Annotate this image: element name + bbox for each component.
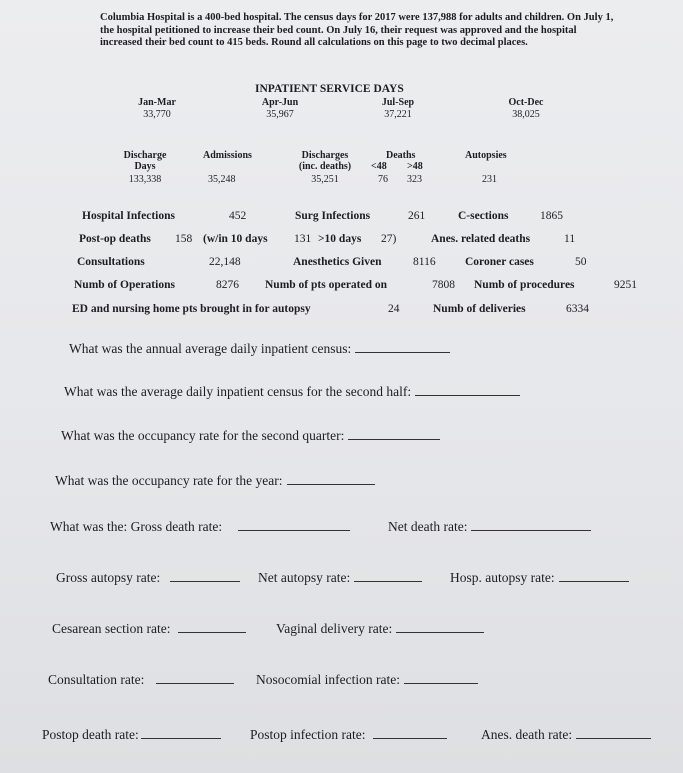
postop-win10-value: 131: [294, 233, 312, 245]
answer-line-hosp-autopsy[interactable]: [559, 569, 629, 582]
question-second-half-census-text: What was the average daily inpatient census for the second half:: [64, 384, 412, 399]
answer-line-cesarean[interactable]: [178, 620, 246, 633]
quarter-value-q2: 35,967: [266, 109, 294, 120]
question-gross-death-text: What was the: Gross death rate:: [50, 519, 223, 534]
anes-deaths-value: 11: [564, 233, 576, 245]
question-postop-death-text: Postop death rate:: [42, 727, 139, 742]
operations-value: 8276: [216, 279, 239, 291]
csections-label: C-sections: [458, 210, 509, 222]
question-q2-occupancy-text: What was the occupancy rate for the second quarter:: [61, 428, 345, 443]
deaths-label: Deaths: [386, 150, 416, 161]
answer-line-nosocomial[interactable]: [404, 671, 478, 684]
question-vaginal: [276, 620, 484, 637]
quarter-label-q2: Apr-Jun: [261, 97, 299, 108]
question-hosp-autopsy-text: Hosp. autopsy rate:: [450, 570, 555, 585]
quarter-label-q3: Jul-Sep: [381, 97, 415, 108]
question-second-half-census: [64, 383, 520, 400]
deaths-lt48-label: <48: [371, 161, 387, 172]
discharges-label-2: (inc. deaths): [298, 161, 352, 172]
csections-value: 1865: [540, 210, 563, 222]
consultations-label: Consultations: [77, 256, 145, 268]
anesthetics-label: Anesthetics Given: [293, 256, 382, 268]
surg-infections-label: Surg Infections: [295, 210, 371, 222]
question-nosocomial-text: Nosocomial infection rate:: [256, 672, 400, 687]
question-postop-death: [42, 726, 221, 743]
postop-gt10-value: 27): [381, 233, 397, 245]
question-hosp-autopsy: [450, 569, 629, 586]
question-vaginal-text: Vaginal delivery rate:: [276, 621, 393, 636]
answer-line-annual-census[interactable]: [355, 340, 450, 353]
admissions-label: Admissions: [203, 150, 252, 161]
coroner-label: Coroner cases: [465, 256, 534, 268]
question-net-death: [388, 518, 591, 535]
answer-line-net-death[interactable]: [471, 518, 591, 531]
surg-infections-value: 261: [408, 210, 426, 222]
question-gross-autopsy-text: Gross autopsy rate:: [56, 570, 161, 585]
answer-line-gross-death[interactable]: [238, 518, 350, 531]
answer-line-vaginal[interactable]: [396, 620, 484, 633]
question-gross-death: [50, 518, 350, 535]
question-q2-occupancy: [61, 427, 440, 444]
answer-line-anes-death[interactable]: [576, 726, 651, 739]
deaths-gt48-value: 323: [407, 174, 422, 185]
answer-line-q2-occupancy[interactable]: [348, 427, 440, 440]
answer-line-postop-infection[interactable]: [373, 726, 447, 739]
question-consultation-text: Consultation rate:: [48, 672, 145, 687]
ed-nursing-value: 24: [388, 303, 400, 315]
answer-line-second-half-census[interactable]: [415, 383, 520, 396]
question-consultation: [48, 671, 234, 688]
anesthetics-value: 8116: [413, 256, 436, 268]
intro-paragraph: Columbia Hospital is a 400-bed hospital. The census days for 2017 were 137,988 for adults and children. On July 1, the hospital petitioned to increase their bed count. On July 16, their request was approved and the hospital increased their bed count to 415 beds. Round all calculations on this page to two decimal places.: [100, 12, 614, 48]
answer-line-year-occupancy[interactable]: [287, 472, 375, 485]
anes-deaths-label: Anes. related deaths: [431, 233, 531, 245]
quarter-value-q3: 37,221: [384, 109, 412, 120]
question-gross-autopsy: [56, 569, 240, 586]
question-year-occupancy-text: What was the occupancy rate for the year:: [55, 473, 283, 488]
quarter-value-q1: 33,770: [143, 109, 171, 120]
procedures-label: Numb of procedures: [474, 279, 575, 291]
quarter-value-q4: 38,025: [512, 109, 540, 120]
question-postop-infection-text: Postop infection rate:: [250, 727, 366, 742]
operations-label: Numb of Operations: [74, 279, 175, 291]
question-annual-census-text: What was the annual average daily inpatient census:: [69, 341, 352, 356]
hosp-infections-label: Hospital Infections: [82, 210, 175, 222]
postop-gt10-label: >10 days: [318, 233, 362, 245]
coroner-value: 50: [575, 256, 587, 268]
deaths-lt48-value: 76: [378, 174, 388, 185]
pts-operated-value: 7808: [432, 279, 455, 291]
postop-deaths-value: 158: [175, 233, 193, 245]
discharges-value: 35,251: [311, 174, 339, 185]
answer-line-net-autopsy[interactable]: [354, 569, 422, 582]
quarter-label-q4: Oct-Dec: [508, 97, 544, 108]
quarter-label-q1: Jan-Mar: [138, 97, 176, 108]
question-cesarean: [52, 620, 246, 637]
postop-deaths-label: Post-op deaths: [79, 233, 151, 245]
discharges-label: Discharges: [301, 150, 349, 161]
admissions-value: 35,248: [208, 174, 236, 185]
discharge-days-label: Discharge: [123, 150, 167, 161]
answer-line-postop-death[interactable]: [141, 726, 221, 739]
consultations-value: 22,148: [209, 256, 241, 268]
discharge-days-value: 133,338: [128, 174, 162, 185]
deaths-gt48-label: >48: [407, 161, 423, 172]
postop-win10-label: (w/in 10 days: [203, 233, 268, 245]
discharge-days-label-2: Days: [134, 161, 156, 172]
autopsies-value: 231: [482, 174, 497, 185]
hosp-infections-value: 452: [229, 210, 247, 222]
ed-nursing-label: ED and nursing home pts brought in for autopsy: [72, 303, 311, 315]
question-net-autopsy: [258, 569, 422, 586]
question-year-occupancy: [55, 472, 375, 489]
question-nosocomial: [256, 671, 478, 688]
answer-line-consultation[interactable]: [156, 671, 234, 684]
question-net-death-text: Net death rate:: [388, 519, 468, 534]
question-anes-death-text: Anes. death rate:: [481, 727, 573, 742]
service-days-title: INPATIENT SERVICE DAYS: [255, 83, 404, 95]
deliveries-value: 6334: [566, 303, 589, 315]
deliveries-label: Numb of deliveries: [433, 303, 526, 315]
pts-operated-label: Numb of pts operated on: [265, 279, 388, 291]
question-annual-census: [69, 340, 450, 357]
procedures-value: 9251: [614, 279, 637, 291]
question-postop-infection: [250, 726, 447, 743]
autopsies-label: Autopsies: [465, 150, 507, 161]
answer-line-gross-autopsy[interactable]: [170, 569, 240, 582]
question-cesarean-text: Cesarean section rate:: [52, 621, 171, 636]
question-net-autopsy-text: Net autopsy rate:: [258, 570, 351, 585]
question-anes-death: [481, 726, 651, 743]
